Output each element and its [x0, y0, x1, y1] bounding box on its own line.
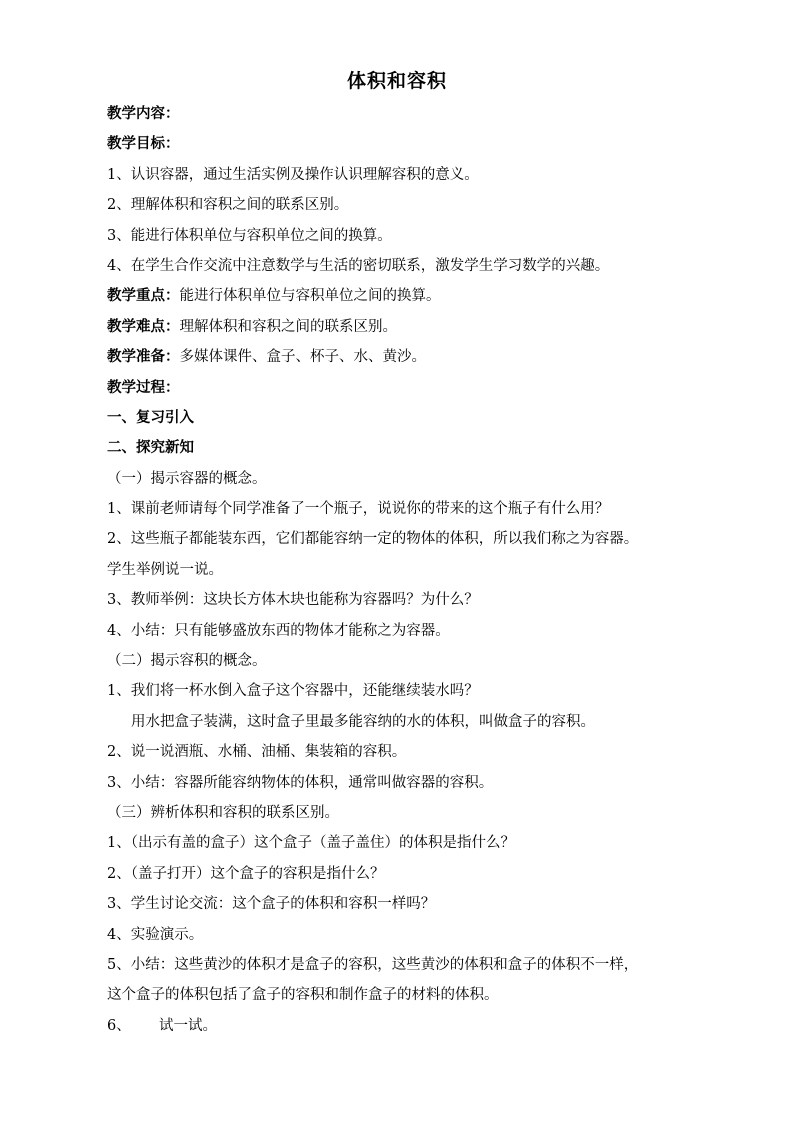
step-1-explanation: 用水把盒子装满，这时盒子里最多能容纳的水的体积，叫做盒子的容积。	[131, 713, 595, 730]
preparation-line	[107, 342, 697, 372]
heading-explore: 二、探究新知	[107, 439, 194, 457]
step-2-lid-open: 2、（盖子打开）这个盒子的容积是指什么？	[107, 865, 385, 882]
subheading-container-concept: （一）揭示容器的概念。	[107, 470, 267, 487]
subheading-distinguish: （三）辨析体积和容积的联系区别。	[107, 804, 339, 821]
step-2-container: 2、这些瓶子都能装东西，它们都能容纳一定的物体的体积，所以我们称之为容器。	[107, 531, 639, 548]
step-3-summary: 3、小结：容器所能容纳物体的体积，通常叫做容器的容积。	[107, 774, 494, 791]
step-6-number: 6、	[107, 1017, 131, 1034]
step-1-bottle: 1、课前老师请每个同学准备了一个瓶子，说说你的带来的这个瓶子有什么用？	[107, 501, 610, 518]
step-5-summary: 5、小结：这些黄沙的体积才是盒子的容积，这些黄沙的体积和盒子的体积不一样，	[107, 956, 639, 973]
step-1-lid-closed: 1、（出示有盖的盒子）这个盒子（盖子盖住）的体积是指什么？	[107, 835, 515, 852]
subheading-volume-concept: （二）揭示容积的概念。	[107, 653, 267, 670]
step-2-examples: 2、说一说酒瓶、水桶、油桶、集装箱的容积。	[107, 744, 407, 761]
preparation-label: 教学准备：	[107, 348, 180, 366]
section-teaching-process: 教学过程：	[107, 378, 180, 396]
goal-item-3: 3、能进行体积单位与容积单位之间的换算。	[107, 227, 392, 244]
step-1-water: 1、我们将一杯水倒入盒子这个容器中，还能继续装水吗？	[107, 683, 479, 700]
step-5-continued: 这个盒子的体积包括了盒子的容积和制作盒子的材料的体积。	[107, 987, 499, 1004]
heading-review: 一、复习引入	[107, 408, 194, 426]
key-point-line	[107, 281, 697, 311]
document-title: 体积和容积	[346, 70, 447, 92]
step-4-summary: 4、小结：只有能够盛放东西的物体才能称之为容器。	[107, 622, 450, 639]
key-point-text: 能进行体积单位与容积单位之间的换算。	[179, 288, 441, 305]
difficulty-line	[107, 312, 697, 342]
step-6-try	[107, 1011, 697, 1041]
step-3-example: 3、教师举例：这块长方体木块也能称为容器吗？为什么？	[107, 592, 479, 609]
section-teaching-goals: 教学目标：	[107, 135, 180, 153]
goal-item-2: 2、理解体积和容积之间的联系区别。	[107, 197, 349, 214]
difficulty-text: 理解体积和容积之间的联系区别。	[179, 318, 397, 335]
preparation-text: 多媒体课件、盒子、杯子、水、黄沙。	[179, 349, 426, 366]
goal-item-4: 4、在学生合作交流中注意数学与生活的密切联系，激发学生学习数学的兴趣。	[107, 257, 610, 274]
step-4-experiment: 4、实验演示。	[107, 926, 204, 943]
section-teaching-content: 教学内容：	[107, 105, 180, 122]
difficulty-label: 教学难点：	[107, 317, 180, 335]
key-point-label: 教学重点：	[107, 287, 180, 305]
goal-item-1: 1、认识容器，通过生活实例及操作认识理解容积的意义。	[107, 166, 479, 183]
step-3-discussion: 3、学生讨论交流：这个盒子的体积和容积一样吗？	[107, 896, 436, 913]
step-2-continued: 学生举例说一说。	[107, 561, 223, 578]
document-body	[107, 99, 697, 1041]
step-6-text: 试一试。	[159, 1017, 217, 1034]
